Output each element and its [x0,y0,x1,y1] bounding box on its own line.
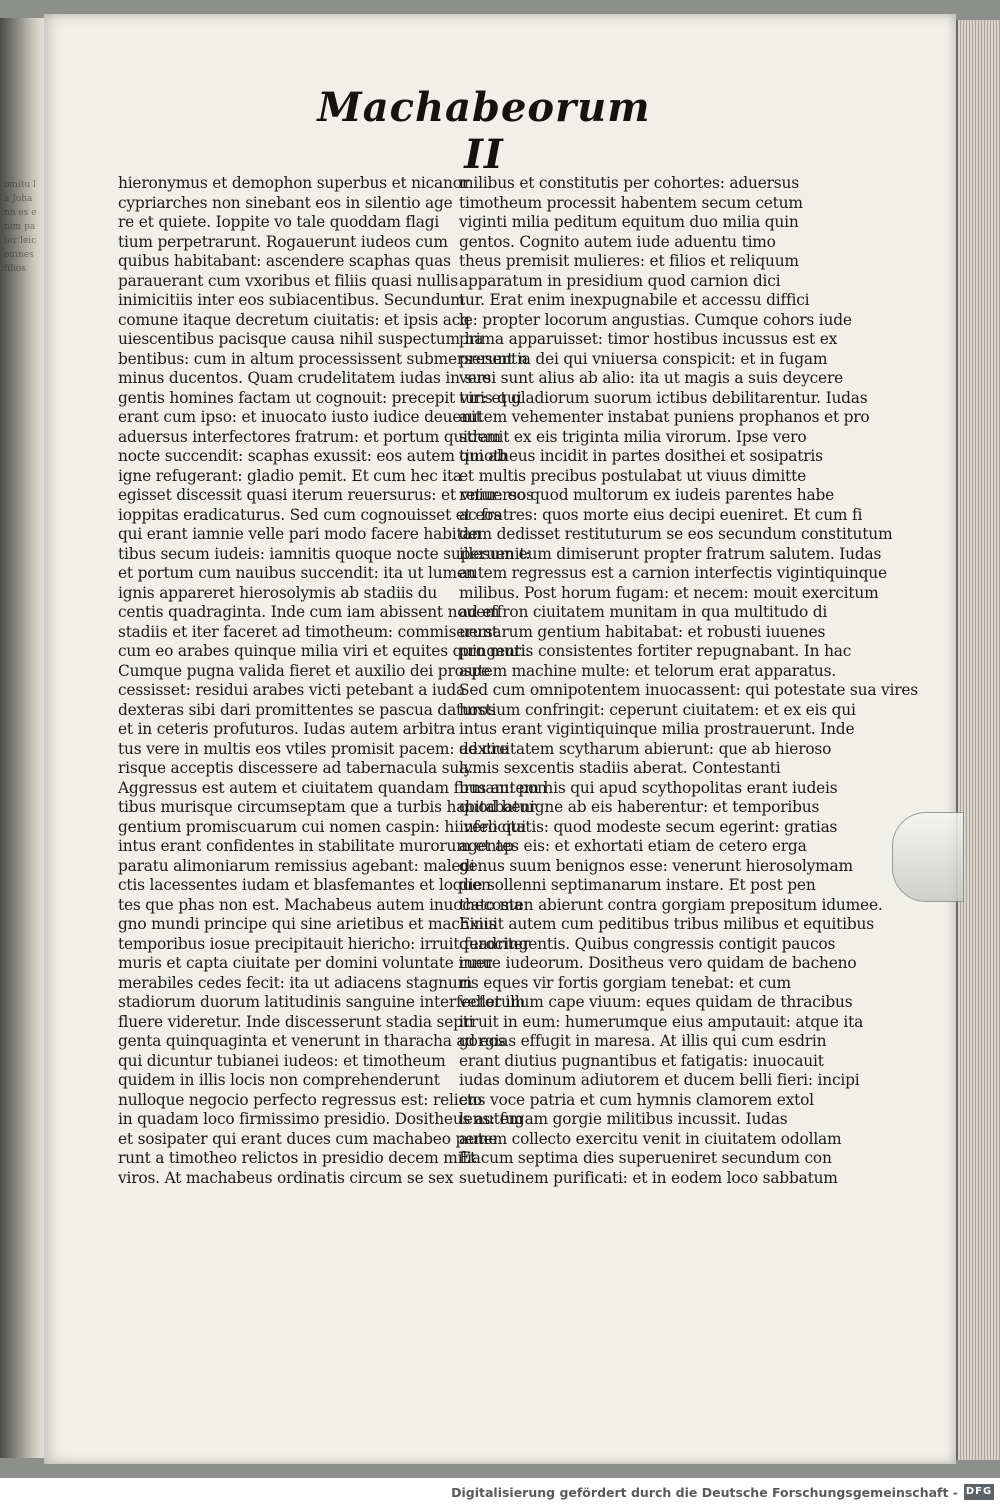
text-line: ens voce patria et cum hymnis clamorem extol [459,1090,814,1109]
text-line: muris et capta ciuitate per domini voluntate innu [118,954,493,972]
text-line: pro muris consistentes fortiter repugnabant. In hac [459,642,852,660]
book-page [44,14,956,1464]
text-line: suetudinem purificati: et in eodem loco sabbatum [459,1168,838,1187]
text-line: milibus. Post horum fugam: et necem: mouit exercitum [459,583,879,602]
text-line: gno mundi principe qui sine arietibus et machinis [118,915,497,933]
text-line: erant diutius pugnantibus et fatigatis: inuocauit [459,1051,824,1070]
text-line: ac fratres: quos morte eius decipi eueniret. Et cum fi [459,505,863,524]
running-head: Machabeorum II [317,84,651,178]
text-line: autem collecto exercitu venit in ciuitatem odollam [459,1129,842,1148]
text-line: ad ciuitatem scytharum abierunt: que ab hieroso [459,739,832,758]
text-line: tibus murisque circumseptam que a turbis habitabatur [118,798,536,816]
text-line: nocte succendit: scaphas exussit: eos autem qui ab [118,447,507,465]
text-line: lymis sexcentis stadiis aberat. Contestanti [459,759,781,777]
text-line: presentia dei qui vniuersa conspicit: et in fugam [459,349,828,368]
text-line: autem machine multe: et telorum erat apparatus. [459,661,837,680]
text-line: gentos. Cognito autem iude aduentu timo [459,232,776,251]
text-line: viginti milia peditum equitum duo milia quin [459,213,799,231]
text-line: agentes eis: et exhortati etiam de cetero erga [459,837,807,855]
text-line: cypriarches non sinebant eos in silentio age [118,193,453,212]
text-line: lens: fugam gorgie militibus incussit. Iudas [459,1110,788,1128]
text-line: intus erant confidentes in stabilitate murorum et ap [118,837,514,855]
text-line: cum eo arabes quinque milia viri et equites quingenti. [118,642,531,660]
text-line: stadiis et iter faceret ad timotheum: commiserunt [118,622,498,641]
page-clip [892,812,964,902]
text-line: et sosipater qui erant duces cum machabeo peme [118,1129,498,1148]
funding-notice: Digitalisierung gefördert durch die Deutsche Forschungsgemeinschaft - [451,1485,958,1500]
text-line: autem regressus est a carnion interfectis vigintiquinque [459,564,887,582]
text-line: irruit in eum: humerumque eius amputauit: atque ita [459,1012,864,1031]
text-line: bus autem his qui apud scythopolitas erant iudeis [459,778,838,797]
facing-page-text: omitu la Johann es enim pater leic omnes filios [4,180,37,274]
text-line: tium perpetrarunt. Rogauerunt iudeos cum [118,232,448,251]
text-line: versi sunt alius ab alio: ita ut magis a suis deycere [459,369,844,387]
text-line: temporibus iosue precipitauit hiericho: irruit ferociter [118,934,530,953]
text-line: qui erant iamnie velle pari modo facere habitan [118,525,482,543]
text-line: Sed cum omnipotentem inuocassent: qui potestate sua vires [459,681,918,699]
text-line: qui dicuntur tubianei iudeos: et timotheum [118,1051,446,1070]
page-stack-edge [956,20,1000,1460]
text-line: thecosten abierunt contra gorgiam prepositum idumee. [459,895,883,914]
text-line: hostium confringit: ceperunt ciuitatem: et ex eis qui [459,700,856,719]
text-line: retur: eo quod multorum ex iudeis parentes habe [459,486,834,504]
text-line: tur: et gladiorum suorum ictibus debilitarentur. Iudas [459,388,868,407]
text-column-left [118,174,547,1188]
text-line: bentibus: cum in altum processissent submerserunt n [118,349,528,368]
dfg-logo: DFG [964,1484,994,1500]
text-line: et multis precibus postulabat ut viuus dimitte [459,466,807,485]
text-line: timotheus incidit in partes dosithei et sosipatris [459,447,823,465]
text-line: comune itaque decretum ciuitatis: et ipsis acq [118,310,470,329]
text-line: quibus habitabant: ascendere scaphas quas [118,252,451,270]
text-line: nulloque negocio perfecto regressus est: relicto [118,1090,482,1109]
text-line: quadringentis. Quibus congressis contigit paucos [459,934,836,953]
text-line: igne refugerant: gladio pemit. Et cum hec ita [118,466,462,485]
text-line: merabiles cedes fecit: ita ut adiacens stagnum [118,973,472,992]
text-line: autem vehementer instabat puniens prophanos et pro [459,408,870,426]
text-line: Cumque pugna valida fieret et auxilio dei prospe [118,661,490,680]
text-line: ioppitas eradicaturus. Sed cum cognouisset et eos [118,505,502,524]
text-line: viros. At machabeus ordinatis circum se sex [118,1168,454,1187]
text-line: et in ceteris profuturos. Iudas autem arbitra [118,720,456,738]
text-line: timotheum processit habentem secum cetum [459,193,803,212]
text-line: centis quadraginta. Inde cum iam abissent nouem [118,603,500,621]
text-line: runt a timotheo relictos in presidio decem milia [118,1149,481,1167]
text-line: milibus et constitutis per cohortes: aduersus [459,174,799,192]
text-line: inimicitiis inter eos subiacentibus. Secundum [118,291,465,309]
text-line: uersarum gentium habitabat: et robusti iuuenes [459,622,826,641]
text-line: uiescentibus pacisque causa nihil suspectum ha [118,330,484,348]
text-line: quod benigne ab eis haberentur: et temporibus [459,798,820,816]
text-line: ctis lacessentes iudam et blasfemantes et loquen [118,876,491,894]
text-line: tes que phas non est. Machabeus autem inuocato ma [118,895,523,914]
facing-page-edge [0,18,44,1458]
text-line: gorgias effugit in maresa. At illis qui cum esdrin [459,1032,827,1050]
text-line: genta quinquaginta et venerunt in tharacha ad eos [118,1032,506,1050]
footer-bar [0,1478,1000,1507]
text-line: genus suum benignos esse: venerunt hierosolymam [459,856,853,875]
text-line: re et quiete. Ioppite vo tale quoddam flagi [118,213,440,231]
text-line: prima apparuisset: timor hostibus incussus est ex [459,330,838,348]
text-line: dem dedisset restituturum se eos secundum constitutum [459,525,893,543]
text-line: Exiuit autem cum peditibus tribus milibus et equitibus [459,915,874,933]
text-line: parauerant cum vxoribus et filiis quasi nullis [118,271,458,290]
text-line: et portum cum nauibus succendit: ita ut lumen [118,564,476,582]
text-line: paratu alimoniarum remissius agebant: maledi [118,856,475,875]
text-line: illesum eum dimiserunt propter fratrum salutem. Iudas [459,544,882,563]
text-line: egisset discessit quasi iterum reuersurus: et vniuersos [118,486,534,504]
text-line: hieronymus et demophon superbus et nicanor [118,174,469,192]
text-line: gentium promiscuarum cui nomen caspin: hi vero qui [118,817,526,836]
text-line: ruere iudeorum. Dositheus vero quidam de bacheno [459,954,857,972]
text-line: tus vere in multis eos vtiles promisit pacem: dextre [118,739,509,758]
text-line: Et cum septima dies superueniret secundum con [459,1149,832,1167]
text-line: quidem in illis locis non comprehenderunt [118,1071,440,1089]
text-line: iudas dominum adiutorem et ducem belli fieri: incipi [459,1071,860,1089]
text-line: tibus secum iudeis: iamnitis quoque nocte superuenit: [118,544,531,563]
text-line: le: propter locorum angustias. Cumque cohors iude [459,310,852,329]
text-column-right [459,174,918,1188]
text-line: erant cum ipso: et inuocato iusto iudice deuenit [118,408,482,426]
text-line: tur. Erat enim inexpugnabile et accessu diffici [459,291,810,309]
text-line: stadiorum duorum latitudinis sanguine interfectorum [118,993,526,1011]
text-line: cessisset: residui arabes victi petebant a iuda [118,681,465,699]
text-line: minus ducentos. Quam crudelitatem iudas in sue [118,369,491,387]
text-line: infelicitatis: quod modeste secum egerint: gratias [459,817,838,836]
text-line: theus premisit mulieres: et filios et reliquum [459,252,799,270]
text-line: intus erant vigintiquinque milia prostrauerunt. Inde [459,720,855,738]
text-line: vellet illum cape viuum: eques quidam de thracibus [459,993,853,1011]
text-line: die sollenni septimanarum instare. Et post pen [459,876,816,894]
text-line: apparatum in presidium quod carnion dici [459,271,781,290]
text-line: dexteras sibi dari promittentes se pascua daturos [118,700,496,719]
text-line: Aggressus est autem et ciuitatem quandam firmam: pon [118,778,547,797]
text-line: gentis homines factam ut cognouit: precepit viris qui [118,388,522,407]
text-line: ad effron ciuitatem munitam in qua multitudo di [459,603,828,621]
text-line: risque acceptis discessere ad tabernacula sua. [118,759,473,777]
text-line: strauit ex eis triginta milia virorum. Ipse vero [459,427,807,446]
text-line: aduersus interfectores fratrum: et portum quidem [118,427,501,446]
text-line: fluere videretur. Inde discesserunt stadia septi [118,1012,474,1031]
text-line: ris eques vir fortis gorgiam tenebat: et cum [459,973,791,992]
text-line: ignis appareret hierosolymis ab stadiis du [118,583,438,602]
text-line: in quadam loco firmissimo presidio. Dositheus autem [118,1110,523,1128]
